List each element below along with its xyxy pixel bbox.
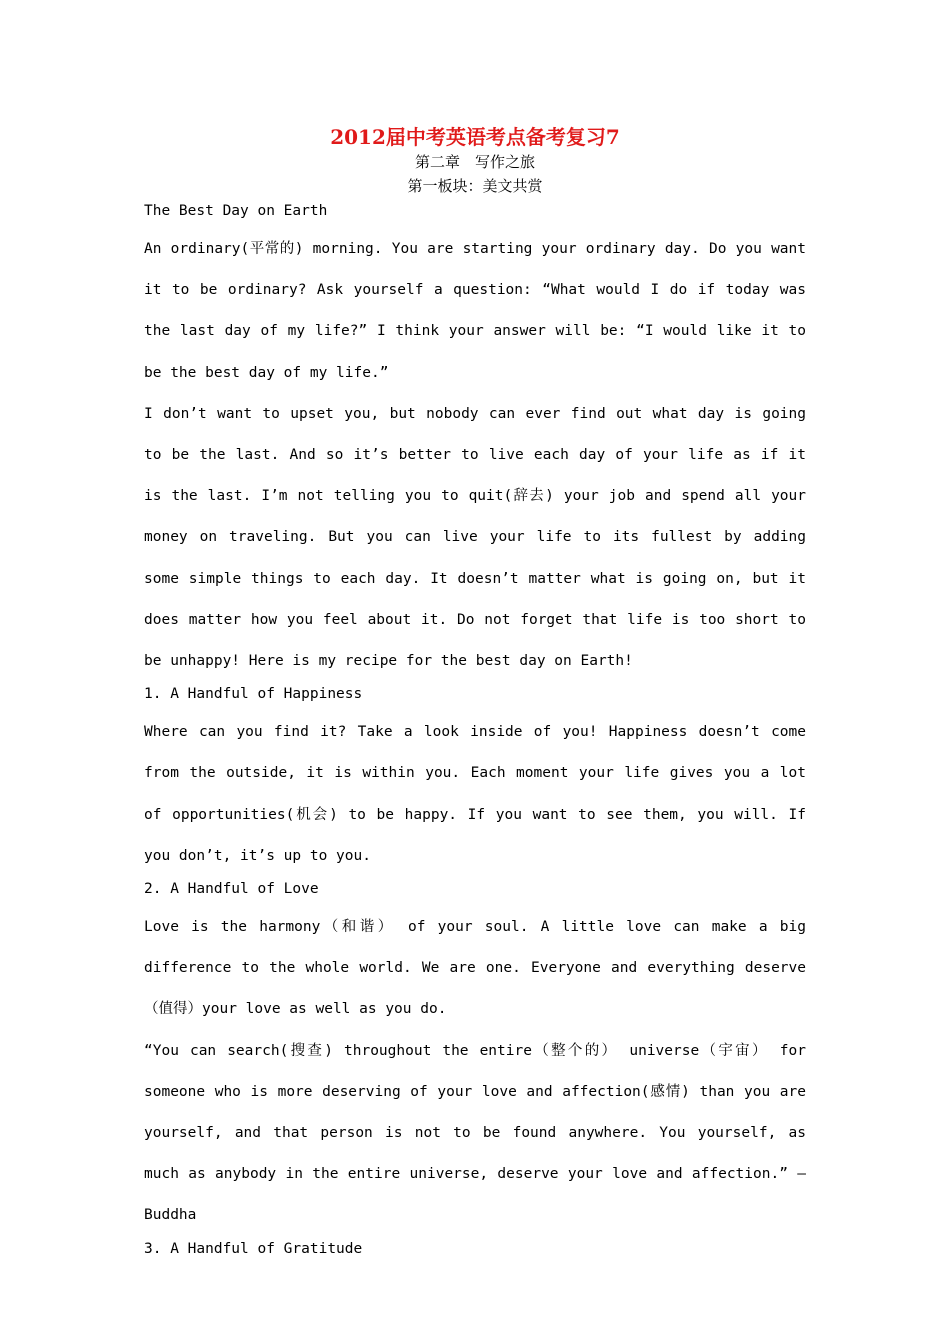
document-title: 2012届中考英语考点备考复习7 [330,125,620,149]
paragraph-happiness: Where can you find it? Take a look inside of you! Happiness doesn’t come from the outside, it is within you. Each moment your life gives you a lot of opportunities(机会) to be happy. If you want to see them, you will. If you don’t, it’s up to you. [144,724,806,864]
chapter-heading: 第二章 写作之旅 [414,153,535,171]
paragraph-intro: An ordinary(平常的) morning. You are starting your ordinary day. Do you want it to be ordinary? Ask yourself a question: “What would I do if today was the last day of my life?” I think your answer will be: “I would like it to be the best day of my life.” [144,241,806,381]
paragraph-buddha-quote: “You can search(搜查) throughout the entire（整个的） universe（宇宙） for someone who is more deserving of your love and affection(感情) than you are yourself, and that person is not to be found anywhere. You yourself, as much as anybody in the entire universe, deserve your love and affection.” — Buddha [144,1042,806,1224]
heading-love: 2. A Handful of Love [144,881,319,898]
paragraph-advice: I don’t want to upset you, but nobody can ever find out what day is going to be the last. And so it’s better to live each day of your life as if it is the last. I’m not telling you to quit(辞去) your job and spend all your money on traveling. But you can live your life to its fullest by adding some simple things to each day. It doesn’t matter what is going on, but it does matter how you feel about it. Do not forget that life is too short to be unhappy! Here is my recipe for the best day on Earth! [144,405,806,670]
paragraph-love: Love is the harmony（和谐） of your soul. A little love can make a big difference to the whole world. We are one. Everyone and everything deserve（值得）your love as well as you do. [144,919,806,1018]
heading-gratitude: 3. A Handful of Gratitude [144,1240,363,1257]
article-title: The Best Day on Earth [144,203,328,219]
heading-happiness: 1. A Handful of Happiness [144,686,363,703]
article-body [144,199,806,1261]
section-heading: 第一板块：美文共赏 [407,177,543,195]
